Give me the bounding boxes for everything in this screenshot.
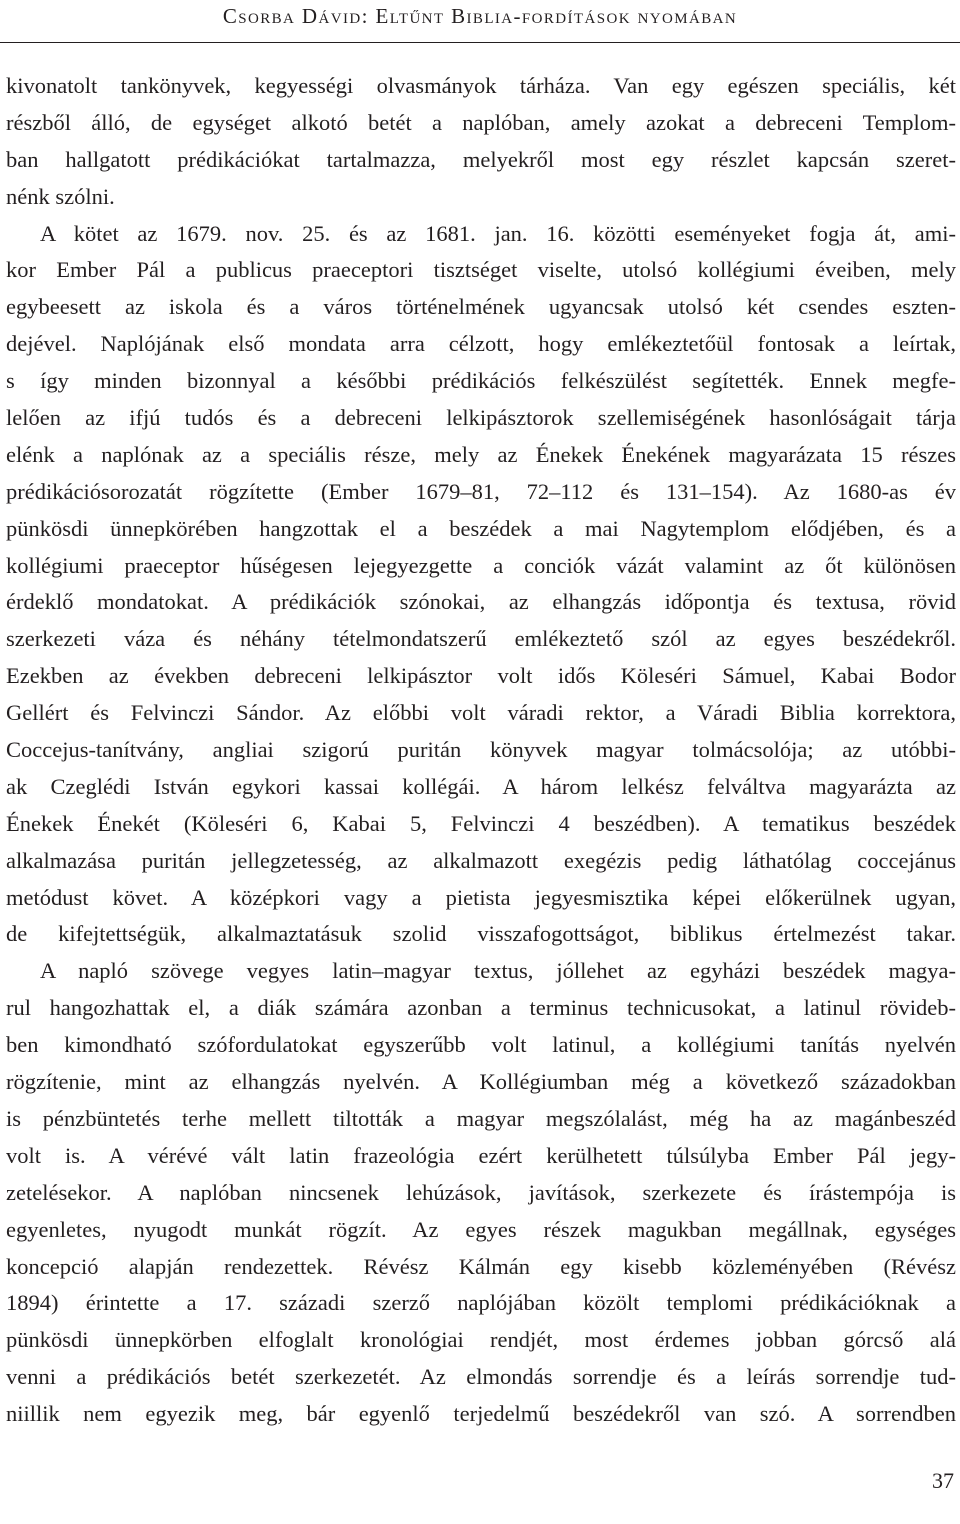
text-line: egybeesett az iskola és a város történelmének ugyancsak utolsó két csendes eszten- [6, 294, 956, 320]
text-line: metódust követ. A középkori vagy a pietista jegyesmisztika képei előkerülnek ugyan, [6, 884, 956, 910]
text-line: s így minden bizonnyal a későbbi prédikációs felkészülést segítették. Ennek megfe- [6, 368, 956, 394]
text-line: Gellért és Felvinczi Sándor. Az előbbi volt váradi rektor, a Váradi Biblia korrektora, [6, 700, 956, 726]
text-line: részből álló, de egységet alkotó betét a naplóban, amely azokat a debreceni Templom- [6, 109, 956, 135]
text-line: lelően az ifjú tudós és a debreceni lelkipásztorok szellemiségének hasonlóságait tárja [6, 405, 956, 431]
text-line: rögzítenie, mint az elhangzás nyelvén. A Kollégiumban még a következő századokban [6, 1069, 956, 1095]
text-line: elénk a naplónak az a speciális része, mely az Énekek Énekének magyarázata 15 részes [6, 441, 956, 467]
text-line: rul hangozhattak el, a diák számára azonban a terminus technicusokat, a latinul rövideb- [6, 995, 956, 1021]
text-line: kor Ember Pál a publicus praeceptori tisztséget viselte, utolsó kollégiumi éveiben, mely [6, 257, 956, 283]
text-line: nénk szólni. [6, 183, 115, 209]
page-number: 37 [932, 1468, 954, 1493]
text-line: ben kimondható szófordulatokat egyszerűbb volt latinul, a kollégiumi tanítás nyelvén [6, 1032, 956, 1058]
text-line: Coccejus-tanítvány, angliai szigorú puritán könyvek magyar tolmácsolója; az utóbbi- [6, 737, 956, 763]
text-line: pünkösdi ünnepkörében hangzottak el a beszédek a mai Nagytemplom elődjében, és a [6, 515, 956, 541]
text-line: érdeklő mondatokat. A prédikációk szónokai, az elhangzás időpontja és textusa, rövid [6, 589, 956, 615]
text-line: Ezekben az években debreceni lelkipásztor volt idős Köleséri Sámuel, Kabai Bodor [6, 663, 956, 689]
text-line: zetelésekor. A naplóban nincsenek lehúzások, javítások, szerkezete és írástempója is [6, 1179, 956, 1205]
text-line: de kifejtettségük, alkalmaztatásuk szolid visszafogottságot, biblikus értelmezést takar. [6, 921, 956, 947]
text-line: niillik nem egyezik meg, bár egyenlő terjedelmű beszédekről van szó. A sorrendben [6, 1401, 956, 1427]
text-line: ban hallgatott prédikációkat tartalmazza, melyekről most egy részlet kapcsán szeret- [6, 146, 956, 172]
header-rule [0, 42, 960, 43]
text-line: volt is. A vérévé vált latin frazeológia ezért kerülhetett túlsúlyba Ember Pál jegy- [6, 1142, 956, 1168]
running-head: Csorba Dávid: Eltűnt Biblia-fordítások nyomában [222, 4, 738, 28]
text-line: A kötet az 1679. nov. 25. és az 1681. jan. 16. közötti eseményeket fogja át, ami- [40, 220, 956, 246]
text-line: venni a prédikációs betét szerkezetét. Az elmondás sorrendje és a leírás sorrendje tud- [6, 1364, 956, 1390]
text-line: 1894) érintette a 17. századi szerző naplójában közölt templomi prédikációknak a [6, 1290, 956, 1316]
text-line: ak Czeglédi István egykori kassai kollégái. A három lelkész felváltva magyarázta az [6, 773, 956, 799]
text-line: kollégiumi praeceptor hűségesen lejegyezgette a conciók vázát valamint az őt különösen [6, 552, 956, 578]
text-line: is pénzbüntetés terhe mellett tiltották a magyar megszólalást, még ha az magánbeszéd [6, 1105, 956, 1131]
text-line: szerkezeti váza és néhány tételmondatszerű emlékeztető szól az egyes beszédekről. [6, 626, 956, 652]
text-line: pünkösdi ünnepkörben elfoglalt kronológiai rendjét, most érdemes jobban górcső alá [6, 1327, 956, 1353]
text-line: dejével. Naplójának első mondata arra célzott, hogy emlékeztetőül fontosak a leírtak, [6, 331, 956, 357]
text-line: koncepció alapján rendezettek. Révész Kálmán egy kisebb közleményében (Révész [6, 1253, 956, 1279]
text-line: kivonatolt tankönyvek, kegyességi olvasmányok tárháza. Van egy egészen speciális, két [6, 73, 956, 98]
text-line: egyenletes, nyugodt munkát rögzít. Az egyes részek magukban megállnak, egységes [6, 1216, 956, 1242]
text-line: alkalmazása puritán jellegzetesség, az alkalmazott exegézis pedig láthatólag coccejánus [6, 847, 956, 873]
text-line: Énekek Énekét (Köleséri 6, Kabai 5, Felvinczi 4 beszédben). A tematikus beszédek [6, 810, 956, 836]
body-text [6, 68, 956, 1433]
text-line: A napló szövege vegyes latin–magyar textus, jóllehet az egyházi beszédek magya- [40, 958, 956, 984]
text-line: prédikációsorozatát rögzítette (Ember 1679–81, 72–112 és 131–154). Az 1680-as év [6, 478, 956, 504]
